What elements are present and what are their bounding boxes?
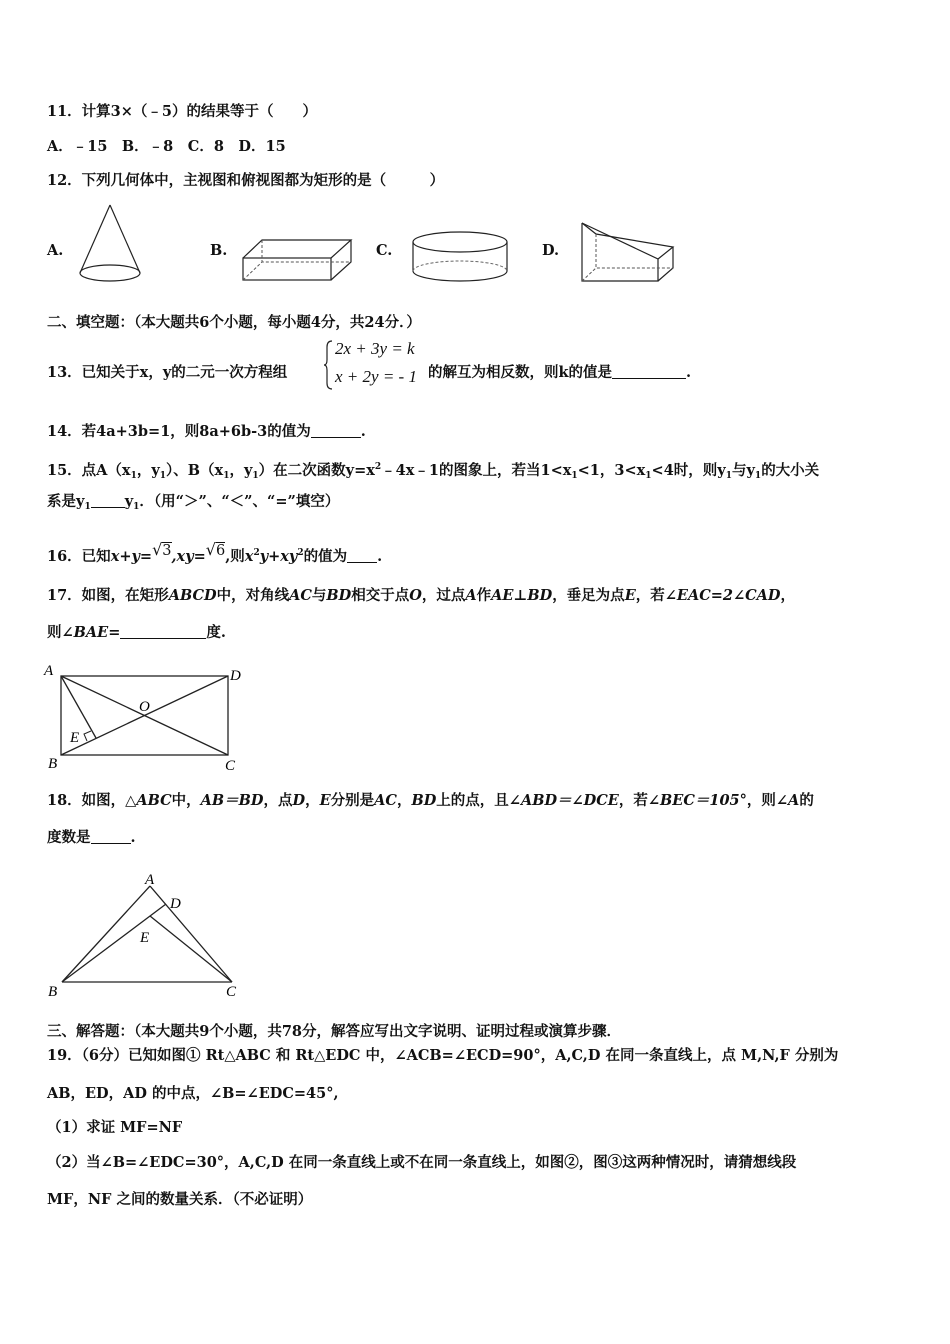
q18-t11: ， (396, 792, 412, 809)
q15-t6: ﹣4x﹣1的图象上，若当1<x (381, 462, 572, 479)
q16-answer-blank[interactable] (347, 548, 377, 563)
q18-t17: ，则∠ (746, 792, 789, 809)
q12-stem: 12．下列几何体中，主视图和俯视图都为矩形的是（ ） (47, 172, 445, 189)
q18-label-b: B (48, 984, 58, 1000)
q17-rectangle-figure (42, 660, 247, 775)
q17-t2: ABCD (168, 587, 217, 604)
q19-line-2: AB，ED，AD 的中点，∠B=∠EDC=45°, (47, 1085, 339, 1102)
q17-t9: ，过点 (421, 587, 466, 604)
q18-t8: E (319, 792, 331, 809)
q15-t5: ）在二次函数y=x (258, 462, 375, 479)
q17-t1: 17．如图，在矩形 (47, 587, 169, 604)
q16-t1: 16．已知 (47, 548, 111, 565)
q18-t20: 度数是 (47, 829, 91, 846)
q13-tail (428, 363, 691, 383)
q18-t16: BEC＝105° (660, 792, 747, 809)
q16-t7: 的值为 (303, 548, 348, 565)
q17-label-e: E (70, 730, 80, 746)
q12-option-a-label: A. (47, 242, 64, 259)
q18-t3: 中， (171, 792, 201, 809)
q19-line-4: （2）当∠B=∠EDC=30°，A,C,D 在同一条直线上或不在同一条直线上，如图②，图③这两种情况时，请猜想线段 (47, 1154, 797, 1171)
q18-t1: 18．如图，△ (47, 792, 137, 809)
q17-label-b: B (48, 756, 58, 772)
q18-t5: ，点 (263, 792, 293, 809)
q17-t8: O (409, 587, 422, 604)
q17-label-c: C (225, 758, 236, 774)
q16-sup: 2 (253, 548, 260, 558)
q13-text (47, 363, 287, 383)
q17-answer-blank[interactable] (120, 624, 206, 639)
q15-sup: 2 (374, 462, 382, 472)
q15-sub: 1 (754, 471, 762, 481)
q15-sub: 1 (645, 471, 652, 481)
q18-t14: ABD＝∠DCE (520, 792, 619, 809)
q18-label-d: D (170, 896, 181, 912)
q15-sub: 1 (84, 502, 91, 512)
q15-line-1 (47, 457, 819, 486)
sqrt-icon: √ (152, 540, 163, 559)
q17-t18: 则∠ (47, 624, 74, 641)
q17-t4: AC (289, 587, 312, 604)
q16-t8: . (377, 548, 383, 565)
q18-t13: 上的点，且∠ (436, 792, 521, 809)
section-2-heading: 二、填空题：（本大题共6个小题，每小题4分，共24分．） (47, 314, 421, 331)
q18-t19: 的 (799, 792, 814, 809)
q12-cuboid-figure (240, 234, 356, 282)
q17-segment-ae (61, 676, 96, 738)
sqrt-icon: √ (205, 540, 216, 559)
q15-sub: 1 (223, 471, 230, 481)
q14-text (47, 422, 366, 442)
q17-t10: A (465, 587, 477, 604)
q17-t5: 与 (311, 587, 327, 604)
q15-t2: ，y (136, 462, 160, 479)
q18-answer-blank[interactable] (91, 829, 131, 844)
q17-t16: EAC=2∠CAD (676, 587, 781, 604)
q17-label-o: O (139, 699, 150, 715)
q18-t18: A (788, 792, 800, 809)
q15-t7: <1，3<x (577, 462, 646, 479)
q11-options: A．﹣15 B．﹣8 C．8 D．15 (47, 138, 286, 155)
q15-sub: 1 (130, 471, 137, 481)
q15-t11: 系是y (47, 493, 85, 510)
q12-cone-figure (76, 203, 148, 285)
q17-right-angle-mark (84, 731, 91, 741)
q18-side-ac (150, 886, 232, 982)
q12-option-b-label: B. (210, 242, 228, 259)
q15-t3: ）、B（x (166, 462, 224, 479)
q14-stem: 14．若4a+3b=1，则8a+6b-3的值为 (47, 423, 311, 440)
q13-answer-blank[interactable] (612, 364, 686, 379)
q18-line-1 (47, 791, 814, 811)
q16-radicand-2: 6 (215, 543, 226, 559)
q15-t8: <4时，则y (651, 462, 726, 479)
q17-t12: AE⊥BD (491, 587, 553, 604)
q19-line-5: MF，NF 之间的数量关系．（不必证明） (47, 1191, 313, 1208)
q14-end: . (360, 423, 366, 440)
q18-t10: AC (374, 792, 397, 809)
q18-segment-ce (150, 916, 232, 982)
q18-line-2 (47, 828, 136, 848)
q16-t2: x+y= (110, 548, 153, 565)
q17-t15: ，若∠ (635, 587, 677, 604)
q17-t20: 度. (206, 624, 226, 641)
q18-t12: BD (411, 792, 437, 809)
q17-t6: BD (326, 587, 352, 604)
q15-line-2 (47, 492, 339, 517)
q15-sub: 1 (133, 502, 140, 512)
q15-sub: 1 (571, 471, 578, 481)
q18-t9: 分别是 (330, 792, 375, 809)
q15-answer-blank[interactable] (91, 493, 125, 508)
q16-t3: ,xy= (171, 548, 206, 565)
q15-t13: ．（用“＞”、“＜”、“=”填空） (139, 493, 340, 510)
q16-t5: x (244, 548, 254, 565)
q17-t19: BAE= (73, 624, 121, 641)
q15-t1: 15．点A（x (47, 462, 131, 479)
q16-text (47, 540, 382, 567)
q13-end: . (686, 364, 692, 381)
q12-option-c-label: C. (376, 242, 393, 259)
q13-post: 的解互为相反数，则k的值是 (428, 364, 613, 381)
q19-line-3: （1）求证 MF=NF (47, 1119, 183, 1136)
q17-line-2 (47, 623, 226, 643)
q18-side-ab (62, 886, 150, 982)
q16-t6: y+xy (259, 548, 298, 565)
q17-t14: E (624, 587, 636, 604)
section-3-heading: 三、解答题：（本大题共9个小题，共78分，解答应写出文字说明、证明过程或演算步骤． (47, 1023, 622, 1040)
q18-t7: ， (305, 792, 320, 809)
q18-label-e: E (140, 930, 150, 946)
q17-t17: ， (780, 587, 796, 604)
q16-sup: 2 (297, 548, 304, 558)
q15-t9: 与y (731, 462, 755, 479)
q17-label-a: A (44, 663, 54, 679)
q15-t4: ，y (229, 462, 253, 479)
q18-t2: ABC (136, 792, 172, 809)
q13-pre: 13．已知关于x，y的二元一次方程组 (47, 364, 288, 381)
q18-triangle-figure (44, 870, 249, 1000)
q18-label-c: C (226, 984, 237, 1000)
q17-t3: 中，对角线 (216, 587, 290, 604)
q18-t21: . (130, 829, 136, 846)
q13-brace-icon (324, 339, 334, 391)
q12-option-d-label: D. (542, 242, 560, 259)
q19-line-1: 19．（6分）已知如图① Rt△ABC 和 Rt△EDC 中，∠ACB=∠ECD=90°，A,C,D 在同一条直线上，点 M,N,F 分别为 (47, 1047, 839, 1064)
q18-t15: ，若∠ (618, 792, 661, 809)
q13-equation-1: 2x + 3y = k (335, 339, 415, 358)
q15-sub: 1 (159, 471, 167, 481)
q16-radicand-1: 3 (162, 543, 172, 559)
q12-prism-figure (576, 220, 678, 284)
q15-t10: 的大小关 (761, 462, 820, 479)
q12-cylinder-figure (410, 230, 512, 284)
q16-t4: ,则 (225, 548, 245, 565)
q17-t7: 相交于点 (351, 587, 410, 604)
q15-sub: 1 (252, 471, 259, 481)
q13-equation-2: x + 2y = - 1 (335, 367, 417, 386)
q17-t13: ，垂足为点 (552, 587, 625, 604)
q18-t4: AB＝BD (200, 792, 264, 809)
q17-t11: 作 (476, 587, 492, 604)
q15-sub: 1 (725, 471, 732, 481)
q17-line-1 (47, 586, 795, 606)
q17-label-d: D (230, 668, 241, 684)
q14-answer-blank[interactable] (311, 423, 361, 438)
q15-t12: y (124, 493, 134, 510)
q18-t6: D (292, 792, 306, 809)
q11-stem: 11．计算3×（﹣5）的结果等于（ ） (47, 103, 318, 120)
q18-label-a: A (145, 872, 155, 888)
